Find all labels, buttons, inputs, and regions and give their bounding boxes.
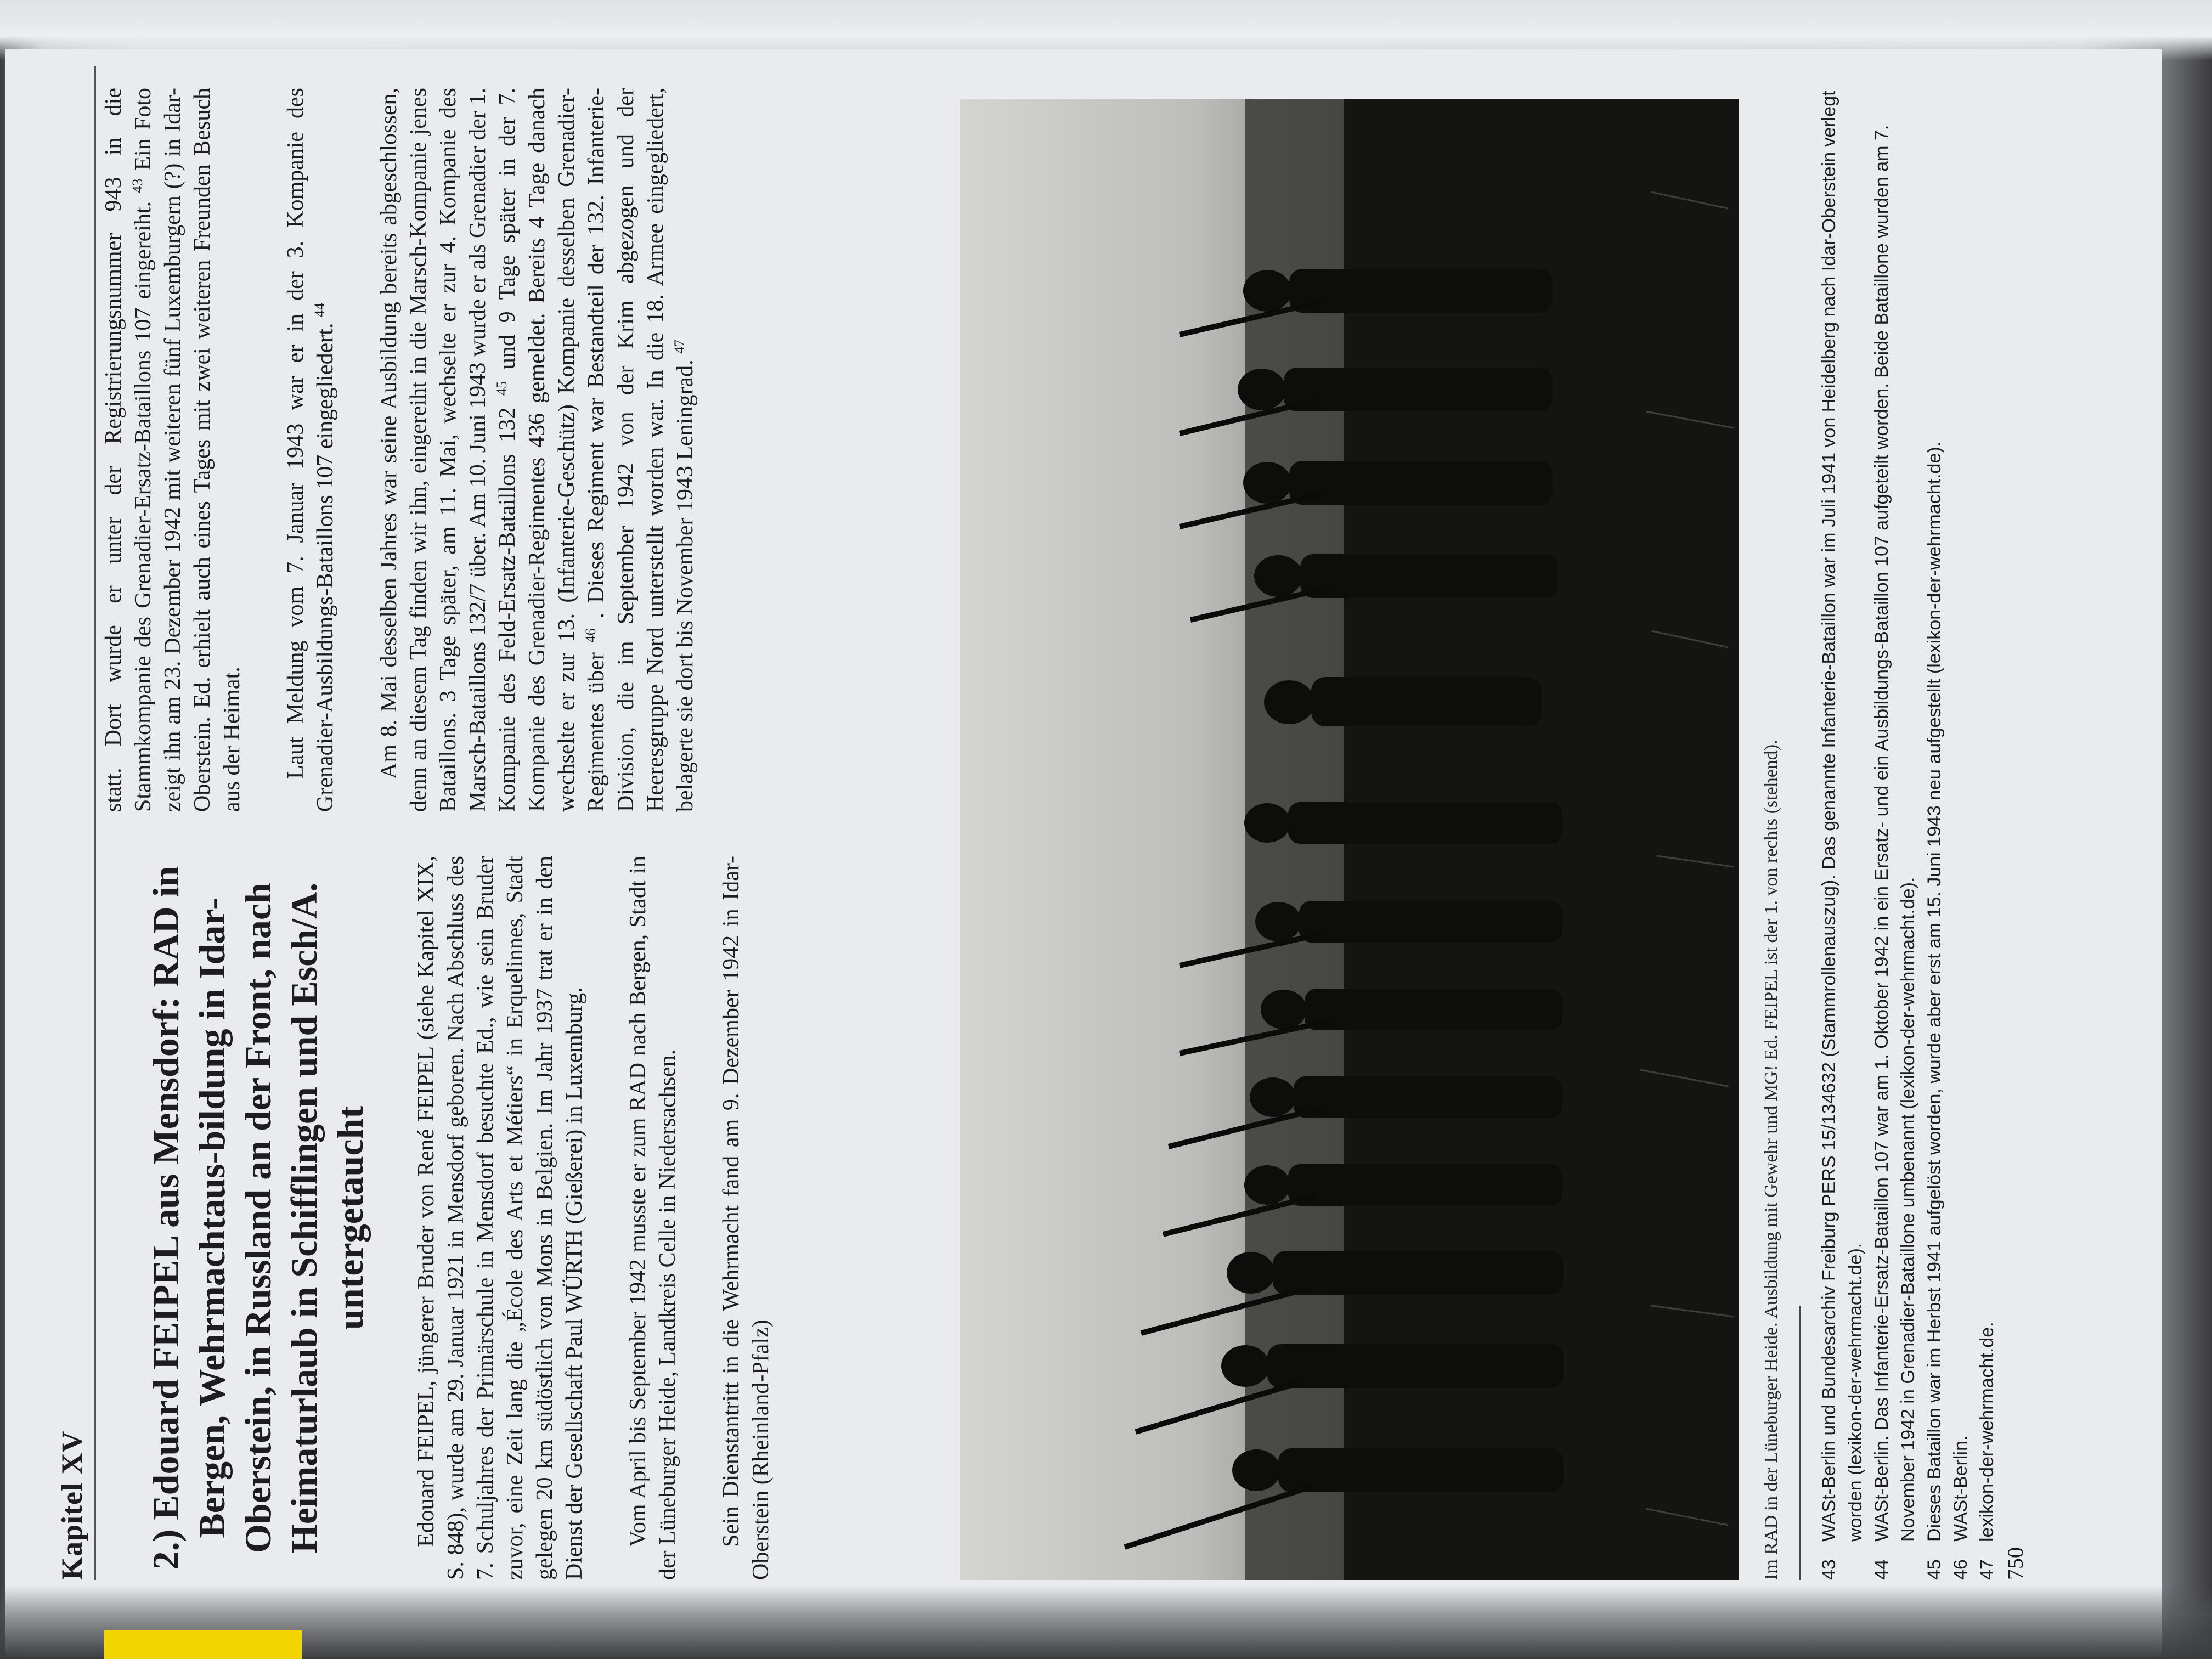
footnote-item <box>1816 66 1869 1580</box>
paragraph-text: Laut Meldung vom 7. Januar 1943 war er in der 3. Kompanie des Grenadier-Ausbildungs-Bataillons 107 eingegliedert. <box>283 88 338 812</box>
footnote-ref: 43 <box>129 178 145 193</box>
footnotes <box>1816 66 2000 1580</box>
footnote-ref: 47 <box>672 339 687 354</box>
footnote-item <box>1948 66 1974 1580</box>
footnote-number: 44 <box>1871 1559 1892 1580</box>
footnote-ref: 45 <box>494 381 510 396</box>
footnote-item <box>1921 66 1948 1580</box>
book-page <box>5 49 2162 1657</box>
footnote-number: 43 <box>1819 1559 1839 1580</box>
photo-caption: Im RAD in der Lüneburger Heide. Ausbildung mit Gewehr und MG! Ed. FEIPEL ist der 1. von rechts (stehend). <box>1761 740 1781 1580</box>
paragraph: Edouard FEIPEL, jüngerer Bruder von René FEIPEL (siehe Kapitel XIX, S. 848), wurde am 29. Januar 1921 in Mensdorf geboren. Nach Abschluss des 7. Schuljahres der Primärschule in Mensdorf besuchte Ed., wie sein Bruder zuvor, eine Zeit lang die „École des Arts et Métiers“ in Erquelinnes, Stadt gelegen 20 km südöstlich von Mons in Belgien. Im Jahr 1937 trat er in den Dienst der Gesellschaft Paul WÜRTH (Gießerei) in Luxemburg. <box>414 856 587 1580</box>
paragraph-text: . Dieses Regiment war Bestandteil der 132. Infanterie-Division, die im September 1942 von der Krim abgezogen und der Heeresgruppe Nord unterstellt worden war. In die 18. Armee eingegliedert, belagerte sie dort bis November 1943 Leningrad. <box>584 87 698 812</box>
footnote-item <box>1974 66 2000 1580</box>
historical-photograph <box>960 99 1739 1580</box>
paragraph-text: Ein Foto zeigt ihn am 23. Dezember 1942 mit weiteren fünf Luxemburgern (?) in Idar-Oberstein. Ed. erhielt auch eines Tages mit zwei weiteren Freunden Besuch aus der Heimat. <box>131 88 245 812</box>
paragraph <box>281 88 340 812</box>
footnote-rule <box>1799 1306 1801 1580</box>
footnote-number: 46 <box>1950 1559 1971 1580</box>
running-head: Kapitel XV <box>55 1430 88 1580</box>
footnote-ref: 46 <box>583 628 599 643</box>
yellow-bookmark-tab <box>104 1630 302 1659</box>
footnote-text: Dieses Bataillon war im Herbst 1941 aufgelöst worden, wurde aber erst am 15. Juni 1943 neu aufgestellt (lexikon-der-wehrmacht.de). <box>1924 441 1945 1542</box>
left-column <box>143 856 810 1580</box>
paragraph: Vom April bis September 1942 musste er zum RAD nach Bergen, Stadt in der Lüneburger Heide, Landkreis Celle in Niedersachsen. <box>625 856 680 1580</box>
header-rule <box>94 66 96 1580</box>
paragraph <box>374 88 700 812</box>
footnote-text: WASt-Berlin. <box>1950 1435 1971 1542</box>
book-spine-shadow <box>0 1585 2212 1659</box>
footnote-item <box>1869 66 1921 1580</box>
paragraph <box>99 88 247 812</box>
paragraph-text: und 9 Tage später in der 7. Kompanie des Grenadier-Regimentes 436 gemeldet. Bereits 4 Tage danach wechselte er zur 13. (Infanterie-Geschütz) Kompanie desselben Grenadier-Regimentes über <box>495 87 609 812</box>
chapter-heading: 2.) Edouard FEIPEL aus Mensdorf: RAD in Bergen, Wehrmachtaus-bildung in Idar-Oberstein, in Russland an der Front, nach Heimaturlaub in Schifflingen und Esch/A. untergetaucht <box>145 866 371 1570</box>
footnote-ref: 44 <box>312 303 328 318</box>
footnote-text: WASt-Berlin. Das Infanterie-Ersatz-Bataillon 107 war am 1. Oktober 1942 in ein Ersatz- und ein Ausbildungs-Bataillon 107 aufgeteilt worden. Beide Bataillone wurden am 7. November 1942 in Grenadier-Bataillone umbenannt (lexikon-der-wehrmacht.de). <box>1871 125 1918 1542</box>
page-number: 750 <box>2003 1547 2028 1580</box>
paragraph-text: Am 8. Mai desselben Jahres war seine Ausbildung bereits abgeschlossen, denn an diesem Tag finden wir ihn, eingereiht in die Marsch-Kompanie jenes Bataillons. 3 Tage später, am 11. Mai, wechselte er zur 4. Kompanie des Marsch-Bataillons 132/7 über. Am 10. Juni 1943 wurde er als Grenadier der 1. Kompanie des Feld-Ersatz-Bataillons 132 <box>376 88 520 812</box>
paragraph: Sein Dienstantritt in die Wehrmacht fand am 9. Dezember 1942 in Idar-Oberstein (Rheinland-Pfalz) <box>719 856 774 1580</box>
footnote-text: lexikon-der-wehrmacht.de. <box>1977 1322 1997 1542</box>
right-column <box>99 88 734 812</box>
soldiers-group-image <box>960 99 1739 1580</box>
footnote-text: WASt-Berlin und Bundesarchiv Freiburg PERS 15/134632 (Stammrollenauszug). Das genannte Infanterie-Bataillon war im Juli 1941 von Heidelberg nach Idar-Oberstein verlegt worden (lexikon-der-wehrmacht.de). <box>1819 91 1866 1542</box>
paragraph-text: statt. Dort wurde er unter der Registrierungsnummer 943 in die Stammkompanie des Grenadier-Ersatz-Bataillons 107 eingereiht. <box>101 88 156 812</box>
footnote-number: 47 <box>1977 1559 1997 1580</box>
footnote-number: 45 <box>1924 1559 1945 1580</box>
